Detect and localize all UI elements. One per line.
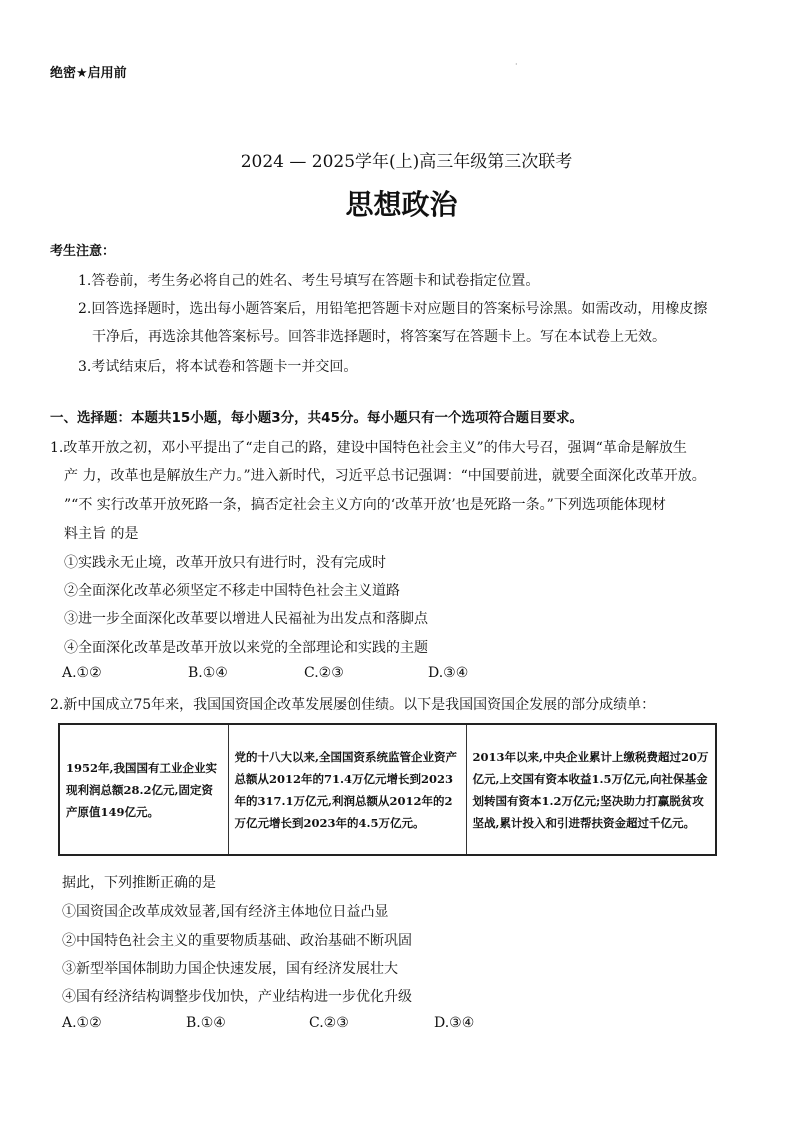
section-1-heading: 一、选择题：本题共15小题，每小题3分，共45分。每小题只有一个选项符合题目要求。 [50,410,583,426]
notice-item-2: 2.回答选择题时，选出每小题答案后，用铅笔把答题卡对应题目的答案标号涂黑。如需改动，用橡皮擦 [78,301,708,317]
q2-options [0,1015,793,1035]
q1-options [0,665,793,685]
table-row [59,724,716,855]
q1-stem-line-3: ”“不 实行改革开放死路一条，搞否定社会主义方向的‘改革开放’也是死路一条。”下列选项能体现材 [64,497,666,513]
q2-statement-2: ②中国特色社会主义的重要物质基础、政治基础不断巩固 [62,933,412,949]
q2-option-a[interactable]: A.①② [62,1015,102,1031]
table-cell-since-18th-congress: 党的十八大以来,全国国资系统监管企业资产总额从2012年的71.4万亿元增长到2023年的317.1万亿元,利润总额从2012年的2万亿元增长到2023年的4.5万亿元。 [228,724,466,855]
notice-item-1: 1.答卷前，考生务必将自己的姓名、考生号填写在答题卡和试卷指定位置。 [78,273,540,289]
q1-stem-line-1: 1.改革开放之初，邓小平提出了“走自己的路，建设中国特色社会主义”的伟大号召，强调“革命是解放生 [50,440,687,456]
q2-lead: 据此，下列推断正确的是 [62,875,216,891]
q2-option-d[interactable]: D.③④ [434,1015,475,1031]
q1-statement-4: ④全面深化改革是改革开放以来党的全部理论和实践的主题 [64,640,428,656]
q1-option-c[interactable]: C.②③ [304,665,344,681]
q2-statement-1: ①国资国企改革成效显著,国有经济主体地位日益凸显 [62,904,389,920]
scan-dot: · [515,60,518,69]
q1-statement-3: ③进一步全面深化改革要以增进人民福祉为出发点和落脚点 [64,611,428,627]
notice-heading: 考生注意： [50,244,116,259]
notice-item-3: 3.考试结束后，将本试卷和答题卡一并交回。 [78,359,358,375]
table-cell-1952: 1952年,我国国有工业企业实现利润总额28.2亿元,固定资产原值149亿元。 [59,724,228,855]
q1-option-a[interactable]: A.①② [62,665,102,681]
confidential-label: 绝密★启用前 [50,66,127,81]
q1-option-d[interactable]: D.③④ [428,665,469,681]
achievement-table [58,723,717,856]
q1-stem-line-2: 产 力，改革也是解放生产力。”进入新时代，习近平总书记强调：“中国要前进，就要全面深化改革开放。 [64,468,706,484]
q1-statement-1: ①实践永无止境，改革开放只有进行时，没有完成时 [64,555,386,571]
q2-option-b[interactable]: B.①④ [186,1015,226,1031]
q2-stem: 2.新中国成立75年来，我国国资国企改革发展屡创佳绩。以下是我国国资国企发展的部分成绩单： [50,697,656,713]
q1-stem-line-4: 料主旨 的是 [64,526,139,542]
table-cell-since-2013: 2013年以来,中央企业累计上缴税费超过20万亿元,上交国有资本收益1.5万亿元,向社保基金划转国有资本1.2万亿元;坚决助力打赢脱贫攻坚战,累计投入和引进帮扶资金超过千亿元。 [466,724,716,855]
notice-item-2-cont: 干净后，再选涂其他答案标号。回答非选择题时，将答案写在答题卡上。写在本试卷上无效。 [92,329,666,345]
q1-option-b[interactable]: B.①④ [188,665,228,681]
exam-title: 2024 — 2025学年(上)高三年级第三次联考 [240,152,573,172]
q2-statement-3: ③新型举国体制助力国企快速发展，国有经济发展壮大 [62,961,398,977]
q2-statement-4: ④国有经济结构调整步伐加快，产业结构进一步优化升级 [62,989,412,1005]
q1-statement-2: ②全面深化改革必须坚定不移走中国特色社会主义道路 [64,583,400,599]
subject-title: 思想政治 [345,188,458,221]
q2-option-c[interactable]: C.②③ [309,1015,349,1031]
